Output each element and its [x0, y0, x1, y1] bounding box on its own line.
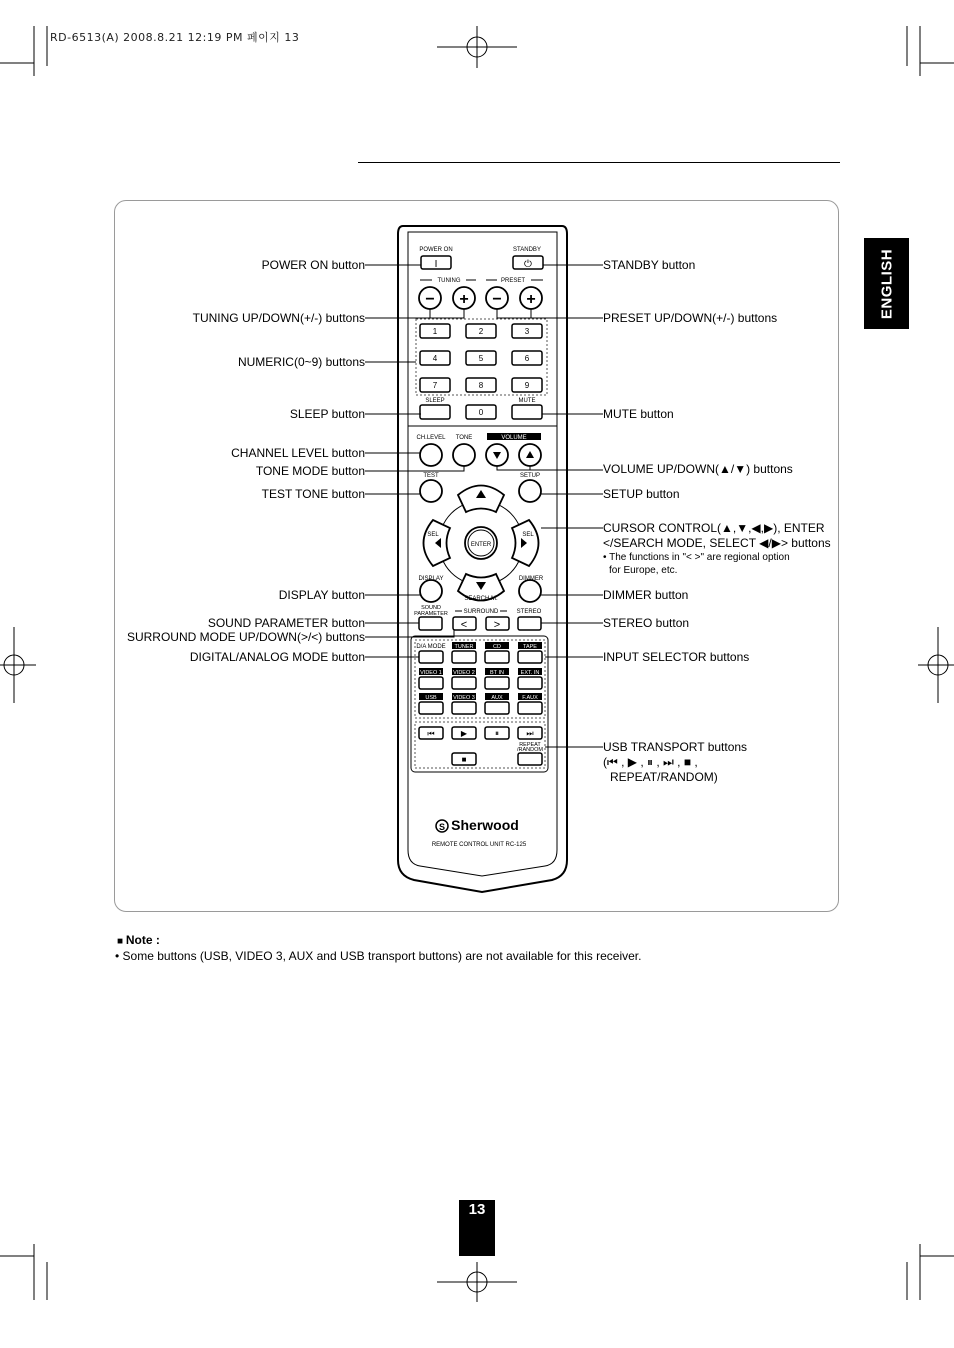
- remote-label-surround: SURROUND: [463, 609, 499, 615]
- label-channel-level: CHANNEL LEVEL button: [231, 446, 365, 460]
- label-usb-line2: (⏮ , ▶ , ⏸ , ⏭ , ■ ,: [603, 755, 698, 769]
- remote-label-dimmer: DIMMER: [518, 576, 544, 582]
- input-label-video1: VIDEO 1: [420, 670, 442, 676]
- remote-label-power-on: POWER ON: [419, 247, 453, 253]
- svg-text:−: −: [492, 291, 502, 308]
- remote-label-preset: PRESET: [500, 278, 526, 284]
- input-label-tape: TAPE: [523, 644, 537, 650]
- remote-label-sel-right: SEL: [522, 532, 534, 538]
- svg-text:⏸: ⏸: [495, 729, 499, 738]
- label-tone-mode: TONE MODE button: [255, 464, 365, 478]
- input-label-usb: USB: [425, 695, 437, 701]
- remote-label-setup: SETUP: [519, 473, 541, 479]
- remote-label-da-mode: D/A MODE: [416, 644, 446, 650]
- print-info: RD-6513(A) 2008.8.21 12:19 PM 페이지 13: [50, 31, 300, 44]
- digit-6: 6: [524, 354, 530, 363]
- label-sound-parameter: SOUND PARAMETER button: [207, 616, 365, 630]
- input-label-bt-in: BT IN: [490, 670, 504, 676]
- input-label-aux: AUX: [491, 695, 503, 701]
- input-label-f-aux: F.AUX: [522, 695, 538, 701]
- note-bullet-icon: ■: [117, 936, 126, 947]
- note-title: [117, 933, 160, 947]
- svg-text:■: ■: [461, 755, 467, 764]
- label-power-on: POWER ON button: [261, 258, 365, 272]
- svg-text:>: >: [493, 619, 501, 631]
- label-digital-analog: DIGITAL/ANALOG MODE button: [189, 650, 365, 664]
- language-tab-label: ENGLISH: [878, 248, 895, 319]
- remote-label-standby: STANDBY: [513, 247, 541, 253]
- svg-text:−: −: [425, 291, 435, 308]
- svg-text:+: +: [459, 291, 469, 308]
- label-cursor-note2: for Europe, etc.: [609, 565, 678, 576]
- remote-label-sleep: SLEEP: [425, 398, 445, 404]
- input-label-ext-in: EXT. IN: [520, 670, 540, 676]
- note-title-text: Note :: [125, 933, 160, 947]
- remote-label-volume: VOLUME: [501, 435, 527, 441]
- label-preset: PRESET UP/DOWN(+/-) buttons: [603, 311, 778, 325]
- page-number: 13: [459, 1200, 495, 1256]
- remote-label-random: /RANDOM: [517, 747, 543, 753]
- label-dimmer: DIMMER button: [603, 588, 689, 602]
- remote-label-search: SEARCH M.: [464, 596, 498, 602]
- svg-text:⏻: ⏻: [524, 259, 532, 270]
- remote-label-sound: SOUND: [421, 605, 441, 611]
- label-mute: MUTE button: [603, 407, 674, 421]
- remote-label-repeat: REPEAT: [519, 742, 541, 748]
- digit-9: 9: [524, 381, 530, 390]
- remote-brand: Sherwood: [451, 817, 519, 833]
- digit-7: 7: [432, 381, 438, 390]
- label-input-selector: INPUT SELECTOR buttons: [603, 650, 750, 664]
- label-volume: VOLUME UP/DOWN(▲/▼) buttons: [603, 462, 793, 476]
- remote-label-parameter: PARAMETER: [414, 611, 448, 617]
- label-display: DISPLAY button: [278, 588, 365, 602]
- remote-label-tuning: TUNING: [437, 278, 461, 284]
- svg-text:I: I: [434, 259, 438, 270]
- svg-text:+: +: [526, 291, 536, 308]
- input-label-video2: VIDEO 2: [453, 670, 475, 676]
- label-numeric: NUMERIC(0~9) buttons: [237, 355, 365, 369]
- digit-2: 2: [478, 327, 484, 336]
- note-body: • Some buttons (USB, VIDEO 3, AUX and USB transport buttons) are not available for this receiver.: [115, 949, 642, 963]
- remote-label-test: TEST: [423, 473, 439, 479]
- digit-3: 3: [524, 327, 530, 336]
- svg-text:▶: ▶: [460, 729, 468, 738]
- svg-text:⏮: ⏮: [427, 729, 435, 738]
- label-setup: SETUP button: [603, 487, 680, 501]
- remote-label-tone: TONE: [455, 435, 473, 441]
- remote-label-ch-level: CH.LEVEL: [416, 435, 446, 441]
- remote-label-enter: ENTER: [470, 542, 492, 548]
- label-test-tone: TEST TONE button: [261, 487, 365, 501]
- input-label-cd: CD: [493, 644, 501, 650]
- digit-8: 8: [478, 381, 484, 390]
- label-usb-line1: USB TRANSPORT buttons: [603, 740, 748, 754]
- label-standby: STANDBY button: [603, 258, 696, 272]
- remote-model: REMOTE CONTROL UNIT RC-125: [431, 842, 527, 848]
- label-cursor-line2: </SEARCH MODE, SELECT ◀/▶> buttons: [603, 536, 831, 550]
- svg-text:⏭: ⏭: [526, 729, 534, 738]
- remote-label-mute: MUTE: [518, 398, 536, 404]
- svg-text:<: <: [460, 619, 468, 631]
- digit-0: 0: [478, 408, 484, 417]
- label-usb-line3: REPEAT/RANDOM): [610, 770, 718, 784]
- label-tuning: TUNING UP/DOWN(+/-) buttons: [192, 311, 365, 325]
- remote-label-display: DISPLAY: [418, 576, 444, 582]
- remote-label-sel-left: SEL: [427, 532, 439, 538]
- label-stereo: STEREO button: [603, 616, 690, 630]
- label-cursor-line1: CURSOR CONTROL(▲,▼,◀,▶), ENTER: [603, 521, 825, 535]
- label-surround-mode: SURROUND MODE UP/DOWN(>/<) buttons: [126, 630, 365, 644]
- label-cursor-note1: • The functions in "< >" are regional option: [603, 552, 790, 563]
- label-sleep: SLEEP button: [289, 407, 365, 421]
- digit-5: 5: [478, 354, 484, 363]
- digit-4: 4: [432, 354, 438, 363]
- svg-text:S: S: [438, 822, 446, 832]
- remote-label-stereo: STEREO: [516, 609, 542, 615]
- input-label-video3: VIDEO 3: [453, 695, 475, 701]
- input-label-tuner: TUNER: [454, 644, 474, 650]
- digit-1: 1: [432, 327, 438, 336]
